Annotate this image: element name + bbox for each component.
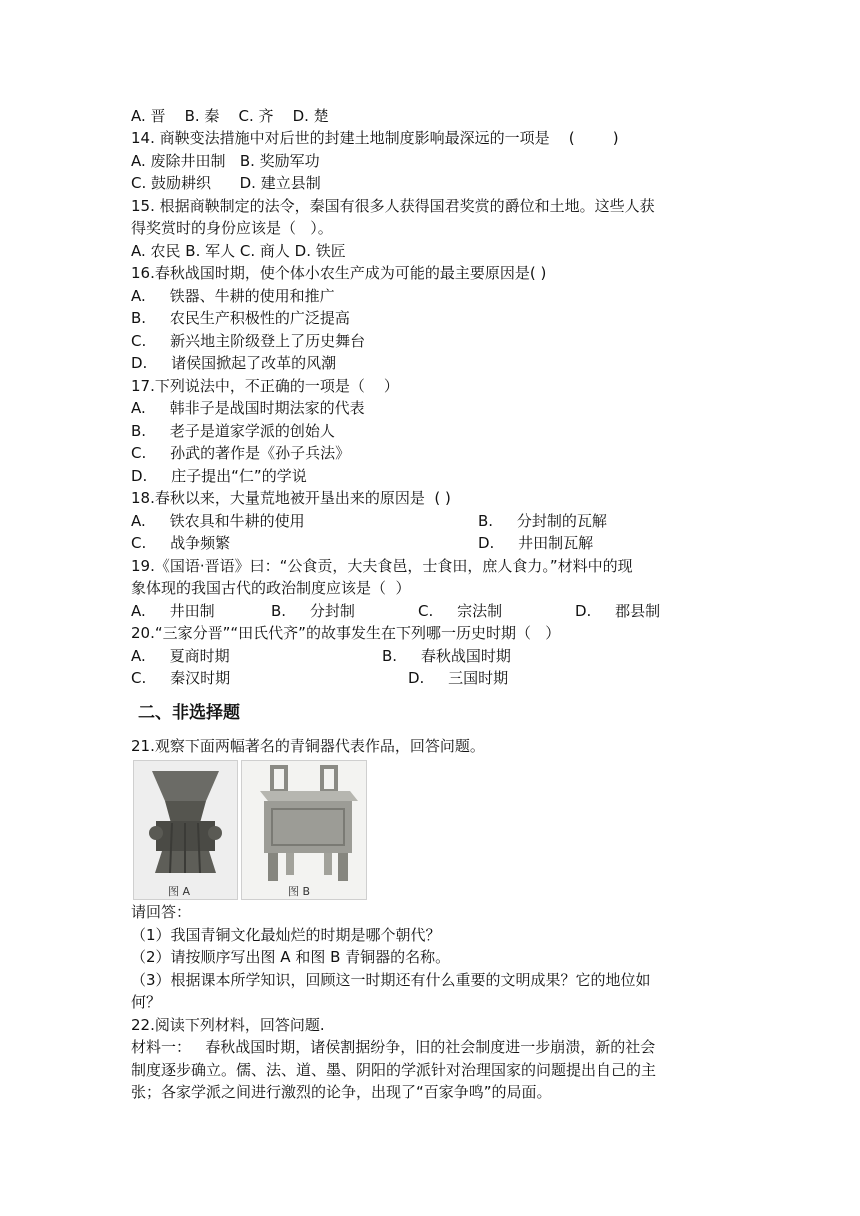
q14-options-row2: C. 鼓励耕织 D. 建立县制 (131, 174, 321, 192)
bronze-vessel-b-icon (242, 761, 366, 899)
q15-stem-line2: 得奖赏时的身份应该是（ ）。 (131, 219, 333, 237)
q22-stem: 22.阅读下列材料，回答问题. (131, 1016, 325, 1034)
q21-stem: 21.观察下面两幅著名的青铜器代表作品，回答问题。 (131, 737, 485, 755)
q15-stem-line1: 15. 根据商鞅制定的法令，秦国有很多人获得国君奖赏的爵位和土地。这些人获 (131, 197, 655, 215)
q19-option-a: A. 井田制 (131, 602, 215, 620)
figure-a-caption: 图 A (168, 885, 191, 898)
bronze-figure-a (133, 760, 238, 900)
figure-b-caption: 图 B (288, 885, 311, 898)
q19-stem-line1: 19.《国语·晋语》曰：“公食贡，大夫食邑，士食田，庶人食力。”材料中的现 (131, 557, 633, 575)
q21-part3-line2: 何？ (131, 993, 162, 1011)
q20-option-c: C. 秦汉时期 (131, 669, 231, 687)
q20-stem: 20.“三家分晋”“田氏代齐”的故事发生在下列哪一历史时期（ ） (131, 624, 561, 642)
q19-option-b: B. 分封制 (271, 602, 355, 620)
q21-part2: （2）请按顺序写出图 A 和图 B 青铜器的名称。 (131, 948, 451, 966)
q16-option-d: D. 诸侯国掀起了改革的风潮 (131, 354, 337, 372)
q22-material1-line3: 张；各家学派之间进行激烈的论争，出现了“百家争鸣”的局面。 (131, 1083, 552, 1101)
q16-stem: 16.春秋战国时期，使个体小农生产成为可能的最主要原因是( ) (131, 264, 547, 282)
q16-option-c: C. 新兴地主阶级登上了历史舞台 (131, 332, 366, 350)
q17-option-c: C. 孙武的著作是《孙子兵法》 (131, 444, 351, 462)
q18-option-a: A. 铁农具和牛耕的使用 (131, 512, 305, 530)
q15-options: A. 农民 B. 军人 C. 商人 D. 铁匠 (131, 242, 346, 260)
q17-option-a: A. 韩非子是战国时期法家的代表 (131, 399, 365, 417)
q18-option-c: C. 战争频繁 (131, 534, 231, 552)
q14-stem: 14. 商鞅变法措施中对后世的封建土地制度影响最深远的一项是 ( ) (131, 129, 619, 147)
q19-option-c: C. 宗法制 (418, 602, 503, 620)
q18-stem: 18.春秋以来，大量荒地被开垦出来的原因是 ( ) (131, 489, 451, 507)
q16-option-b: B. 农民生产积极性的广泛提高 (131, 309, 350, 327)
q20-option-b: B. 春秋战国时期 (382, 647, 511, 665)
q22-material1-line1: 材料一： 春秋战国时期，诸侯割据纷争，旧的社会制度进一步崩溃，新的社会 (131, 1038, 656, 1056)
q18-option-b: B. 分封制的瓦解 (478, 512, 607, 530)
q19-option-d: D. 郡县制 (575, 602, 661, 620)
q17-stem: 17.下列说法中，不正确的一项是（ ） (131, 377, 399, 395)
q20-option-d: D. 三国时期 (408, 669, 509, 687)
bronze-figure-b (241, 760, 367, 900)
q22-material1-line2: 制度逐步确立。儒、法、道、墨、阴阳的学派针对治理国家的问题提出自己的主 (131, 1061, 657, 1079)
q21-part1: （1）我国青铜文化最灿烂的时期是哪个朝代？ (131, 926, 441, 944)
q13-options: A. 晋 B. 秦 C. 齐 D. 楚 (131, 107, 329, 125)
q14-options-row1: A. 废除井田制 B. 奖励军功 (131, 152, 320, 170)
q21-part3-line1: （3）根据课本所学知识，回顾这一时期还有什么重要的文明成果？它的地位如 (131, 971, 651, 989)
q19-stem-line2: 象体现的我国古代的政治制度应该是（ ） (131, 579, 411, 597)
q21-prompt: 请回答： (131, 903, 192, 921)
q17-option-d: D. 庄子提出“仁”的学说 (131, 467, 307, 485)
q16-option-a: A. 铁器、牛耕的使用和推广 (131, 287, 335, 305)
bronze-vessel-a-icon (134, 761, 237, 899)
section-heading: 二、非选择题 (138, 703, 240, 723)
q20-option-a: A. 夏商时期 (131, 647, 230, 665)
q18-option-d: D. 井田制瓦解 (478, 534, 594, 552)
q17-option-b: B. 老子是道家学派的创始人 (131, 422, 335, 440)
